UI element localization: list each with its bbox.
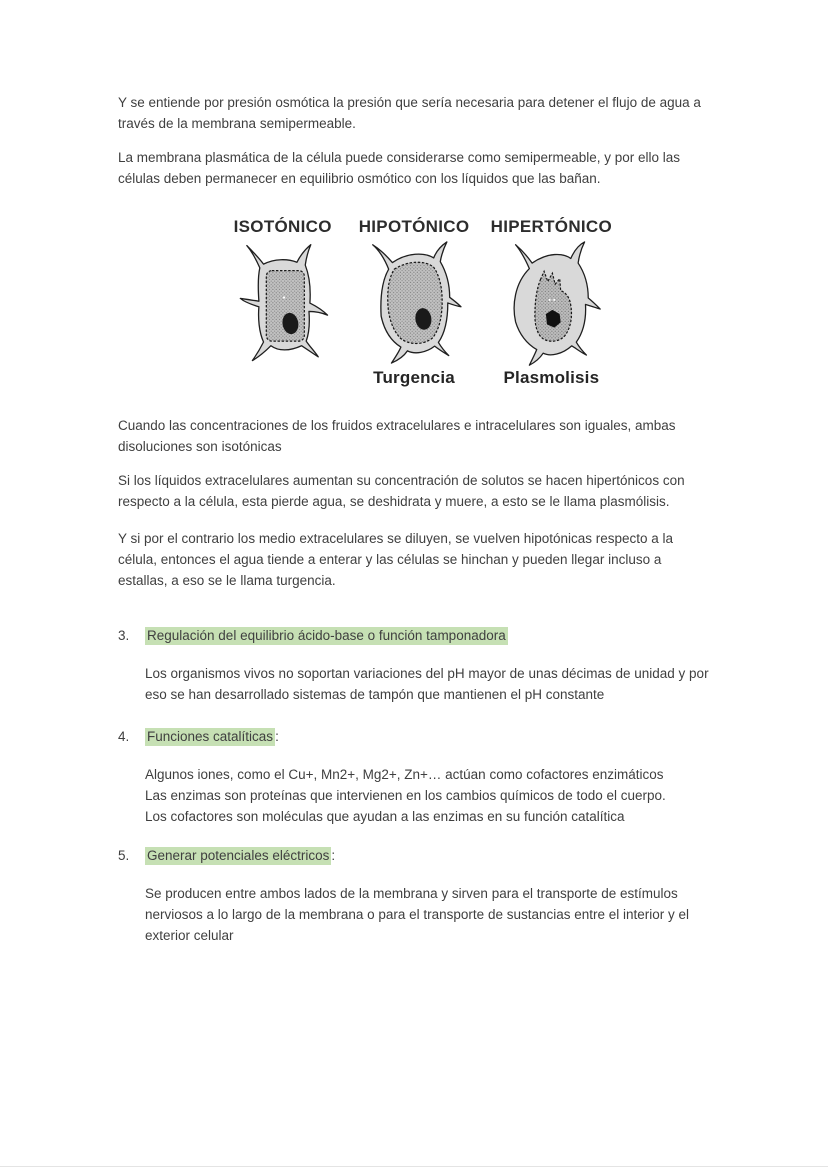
hypotonic-cell-illustration xyxy=(362,241,466,367)
section-5-heading xyxy=(118,845,710,866)
cytoplasm xyxy=(388,262,442,343)
body-paragraph-2: Si los líquidos extracelulares aumentan su concentración de solutos se hacen hipertónicos con respecto a la célula, esta pierde agua, se deshidrata y muere, a esto se le llama plasmólisis. xyxy=(118,473,685,509)
section-5-body-line: Se producen entre ambos lados de la membrana y sirven para el transporte de estímulos nerviosos a lo largo de la membrana o para el transporte de sustancias entre el interior y el exterior celular xyxy=(145,886,690,943)
intro-paragraph-2: La membrana plasmática de la célula puede considerarse como semipermeable, y por ello las células deben permanecer en equilibrio osmótico con los líquidos que las bañan. xyxy=(118,150,681,186)
cell-highlight-dot xyxy=(554,299,556,301)
tonicity-figure xyxy=(222,217,618,389)
cell-highlight-dot xyxy=(283,296,285,298)
hypertonic-cell-drawing xyxy=(498,241,604,367)
hypotonic-cell-drawing xyxy=(362,241,466,364)
section-3-body xyxy=(145,663,723,705)
section-5-heading-text: Generar potenciales eléctricos xyxy=(147,848,330,863)
section-5-number: 5. xyxy=(118,848,130,863)
section-3-heading xyxy=(118,625,710,646)
figure-column-hypotonic xyxy=(349,217,478,389)
hypertonic-caption: Plasmolisis xyxy=(503,368,600,387)
section-4 xyxy=(118,726,710,827)
hypertonic-cell-illustration xyxy=(498,241,604,367)
section-4-body-line: Las enzimas son proteínas que intervienen en los cambios químicos de todo el cuerpo. xyxy=(145,788,666,803)
section-3 xyxy=(118,625,710,705)
section-3-heading-text: Regulación del equilibrio ácido-base o función tamponadora xyxy=(147,628,506,643)
intro-paragraph-1: Y se entiende por presión osmótica la presión que sería necesaria para detener el flujo de agua a través de la membrana semipermeable. xyxy=(118,95,701,131)
section-4-heading-suffix: : xyxy=(275,729,279,744)
page-bottom-edge xyxy=(0,1166,828,1167)
isotonic-title: ISOTÓNICO xyxy=(233,217,332,236)
hypotonic-caption: Turgencia xyxy=(373,368,455,387)
isotonic-cell-drawing xyxy=(232,241,334,367)
section-3-number: 3. xyxy=(118,628,130,643)
section-4-number: 4. xyxy=(118,729,130,744)
hypertonic-title: HIPERTÓNICO xyxy=(490,217,613,236)
section-4-heading xyxy=(118,726,710,747)
section-4-heading-text: Funciones catalíticas xyxy=(147,729,274,744)
isotonic-cell-illustration xyxy=(232,241,334,367)
nucleus xyxy=(547,311,560,327)
body-paragraph-3: Y si por el contrario los medio extracelulares se diluyen, se vuelven hipotónicas respecto a la célula, entonces el agua tiende a enterar y las células se hinchan y pueden llegar incluso a estallas, a eso se le llama turgencia. xyxy=(118,531,674,588)
section-5-heading-suffix: : xyxy=(331,848,336,863)
hypotonic-title: HIPOTÓNICO xyxy=(358,217,470,236)
section-4-body-line: Los cofactores son moléculas que ayudan a las enzimas en su función catalítica xyxy=(145,809,625,824)
body-paragraph-1: Cuando las concentraciones de los fruidos extracelulares e intracelulares son iguales, ambas disoluciones son isotónicas xyxy=(118,418,676,454)
section-4-body xyxy=(145,764,723,827)
section-3-body-line: Los organismos vivos no soportan variaciones del pH mayor de unas décimas de unidad y por eso se han desarrollado sistemas de tampón que mantienen el pH constante xyxy=(145,666,709,702)
figure-column-hypertonic xyxy=(485,217,618,389)
figure-column-isotonic xyxy=(222,217,343,389)
section-5-body xyxy=(145,883,723,946)
section-4-body-line: Algunos iones, como el Cu+, Mn2+, Mg2+, Zn+… actúan como cofactores enzimáticos xyxy=(145,767,664,782)
cell-highlight-dot xyxy=(549,299,551,301)
section-5 xyxy=(118,845,710,946)
